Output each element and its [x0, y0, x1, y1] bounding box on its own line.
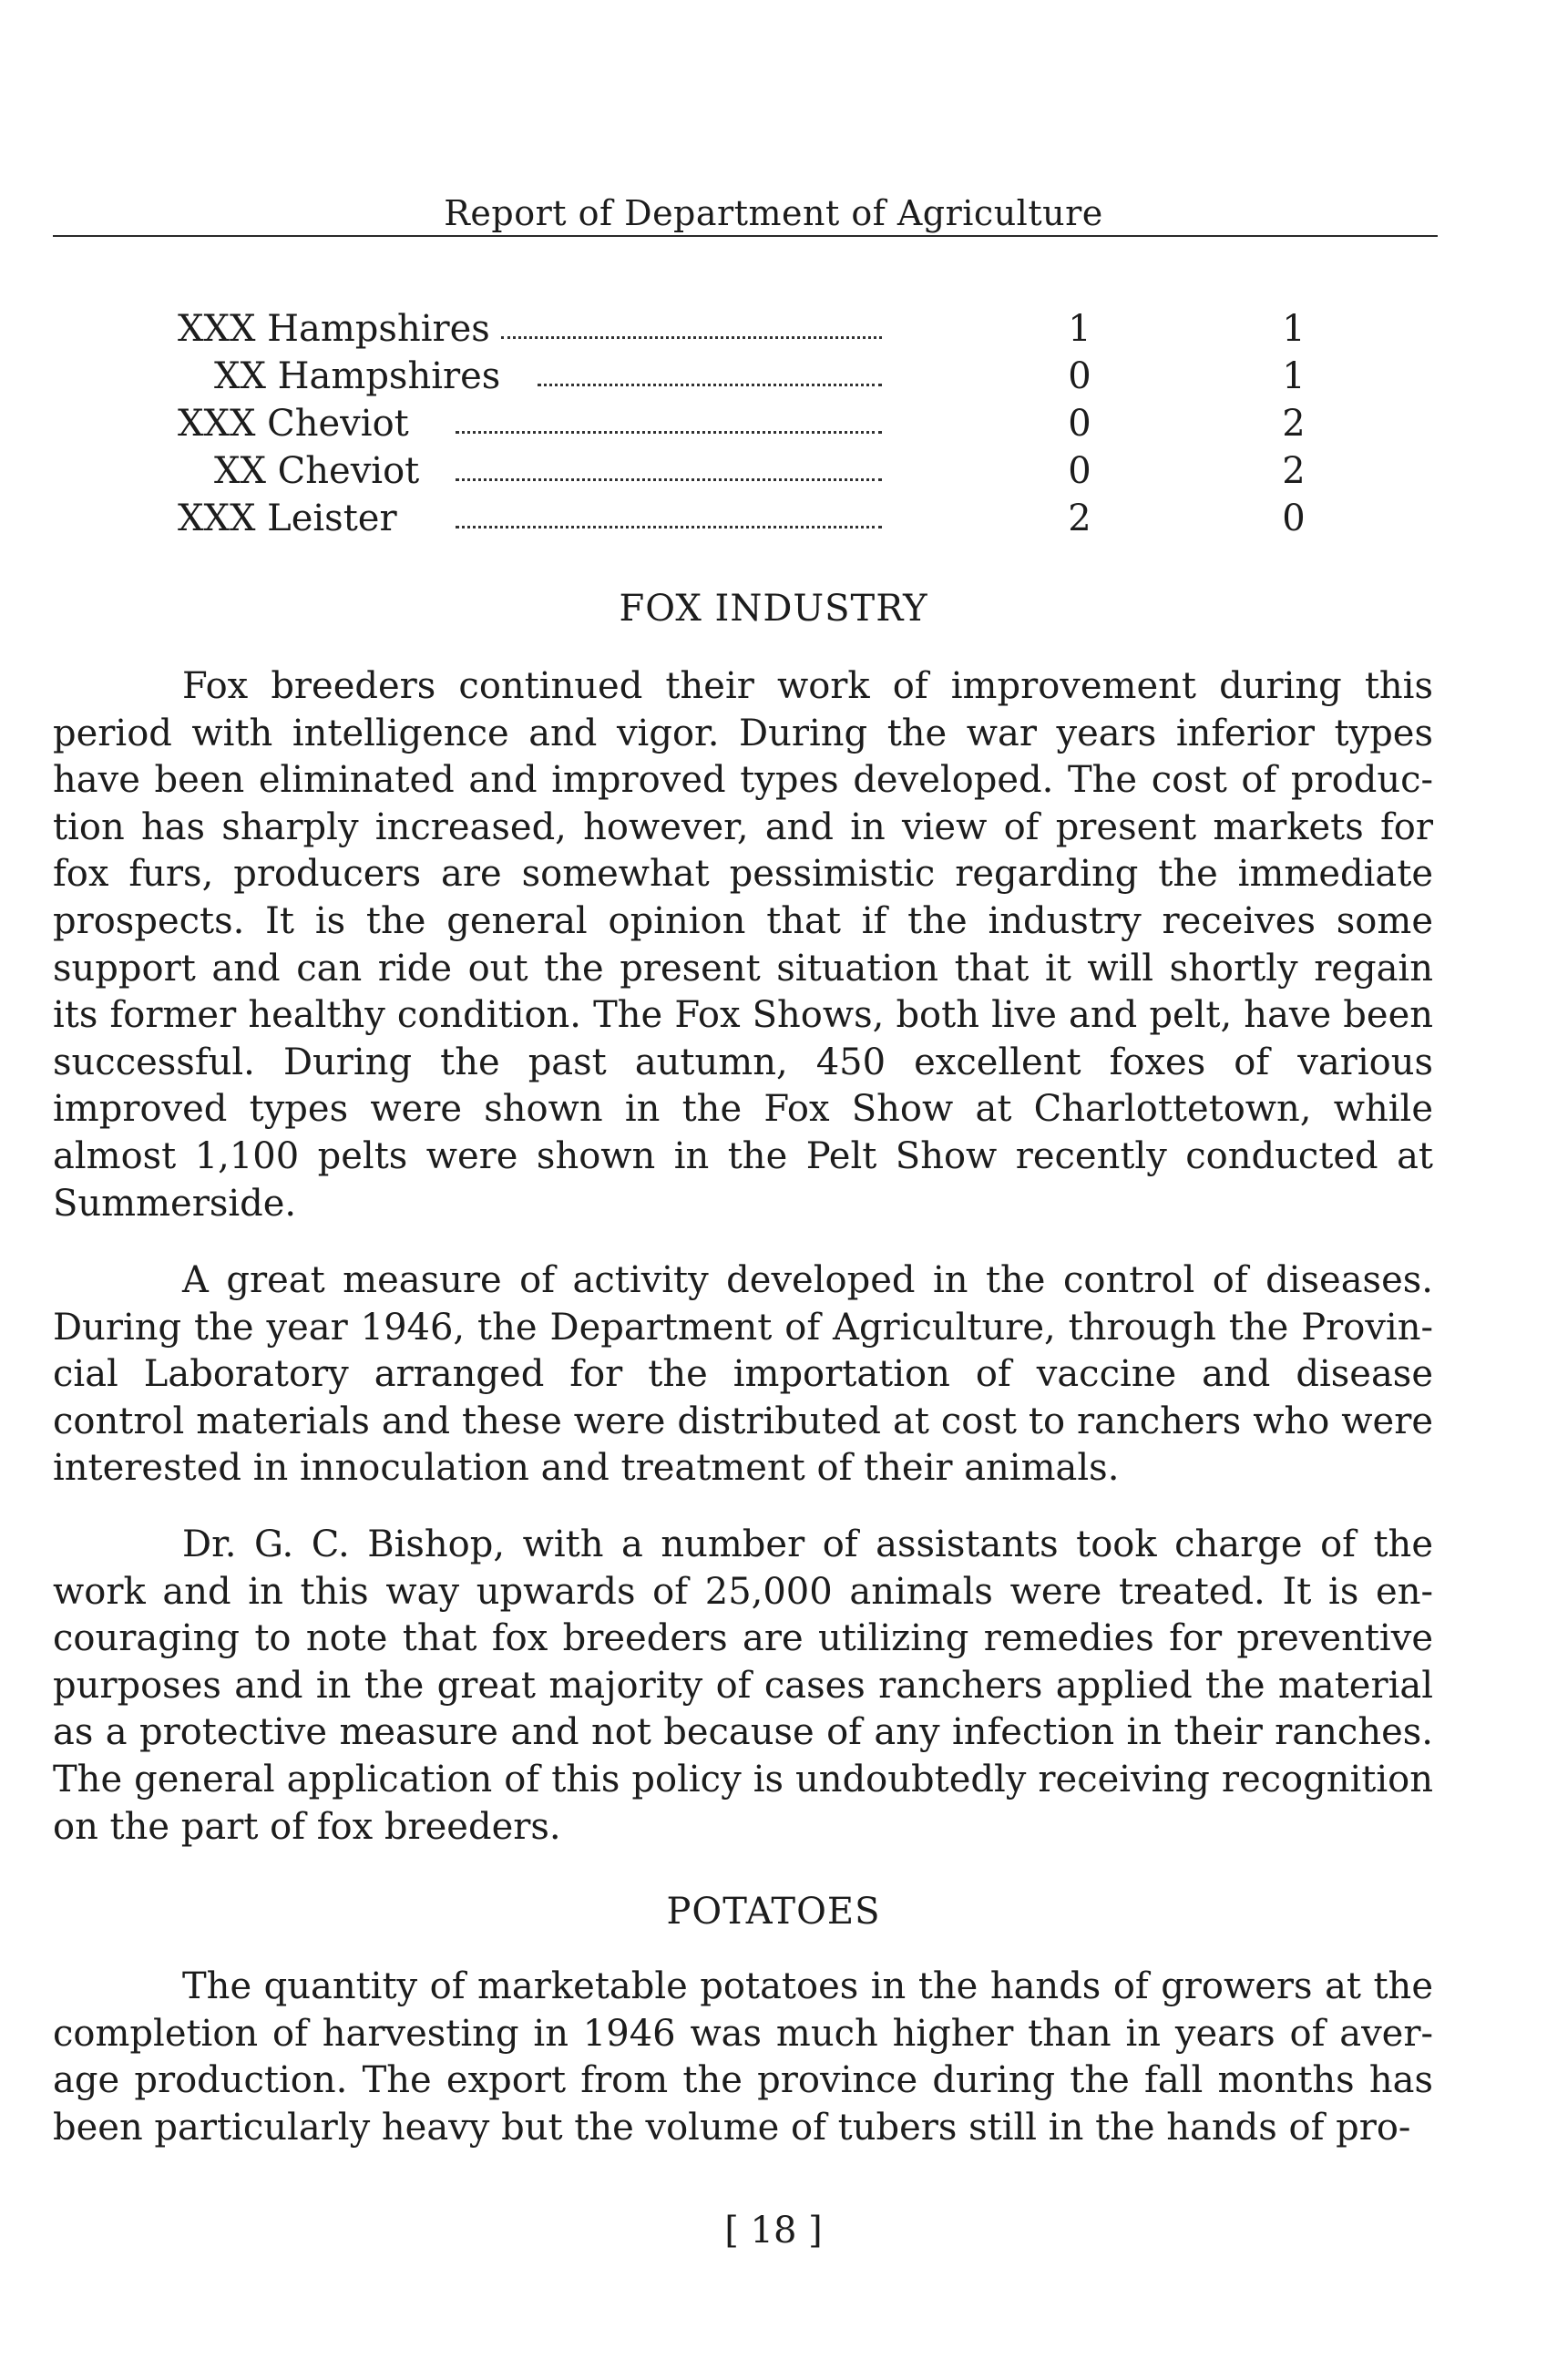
header-rule: [53, 235, 1438, 237]
wool-grade-label: XXX Cheviot: [178, 403, 409, 445]
table-row: [178, 447, 1380, 495]
wool-value-col1: 0: [1068, 355, 1091, 397]
dot-leader: [501, 336, 882, 339]
wool-value-col1: 1: [1068, 308, 1091, 350]
wool-grade-label: XXX Leister: [178, 498, 397, 539]
wool-value-col1: 2: [1068, 498, 1091, 539]
wool-value-col2: 2: [1282, 403, 1306, 445]
dot-leader: [456, 431, 882, 434]
dot-leader: [538, 384, 882, 386]
section-heading-potatoes: POTATOES: [666, 1891, 881, 1933]
wool-value-col1: 0: [1068, 403, 1091, 445]
fox-paragraph-3: Dr. G. C. Bishop, with a number of assistants took charge of the work and in this way upwards of 25,000 animals were treated. It is encouraging to note that fox breeders are utilizing remedies for preventive purposes and in the great majority of cases ranchers applied the material as a protective measure and not because of any infection in their ranches. The general application of this policy is undoubtedly receiving recognition on the part of fox breeders.: [53, 1523, 1433, 1848]
running-title: Report of Department of Agriculture: [444, 193, 1103, 233]
table-row: [178, 400, 1380, 447]
table-row: [178, 305, 1380, 353]
wool-value-col2: 1: [1282, 308, 1306, 350]
wool-grades-table: [178, 305, 1380, 542]
page-number: [ 18 ]: [724, 2210, 823, 2252]
wool-value-col2: 2: [1282, 450, 1306, 492]
section-heading-fox-industry: FOX INDUSTRY: [619, 588, 928, 630]
potatoes-paragraph-1: The quantity of marketable potatoes in the hands of growers at the completion of harvesting in 1946 was much higher than in years of average production. The export from the province during the fall months has been particularly heavy but the volume of tubers still in the hands of pro-: [53, 1965, 1433, 2149]
wool-value-col2: 1: [1282, 355, 1306, 397]
wool-grade-label: XX Hampshires: [214, 355, 501, 397]
wool-value-col2: 0: [1282, 498, 1306, 539]
fox-paragraph-1: Fox breeders continued their work of improvement during this period with intelligence and vigor. During the war years inferior types have been eliminated and improved types developed. The cost of production has sharply increased, however, and in view of present markets for fox furs, producers are somewhat pessimistic regarding the immediate prospects. It is the general opinion that if the industry receives some support and can ride out the present situation that it will shortly regain its former healthy condition. The Fox Shows, both live and pelt, have been successful. During the past autumn, 450 excellent foxes of various improved types were shown in the Fox Show at Charlottetown, while almost 1,100 pelts were shown in the Pelt Show recently conducted at Summerside.: [53, 665, 1433, 1225]
table-row: [178, 353, 1380, 400]
wool-grade-label: XX Cheviot: [214, 450, 420, 492]
table-row: [178, 495, 1380, 542]
dot-leader: [456, 478, 882, 481]
wool-grade-label: XXX Hampshires: [178, 308, 490, 350]
dot-leader: [456, 526, 882, 528]
wool-value-col1: 0: [1068, 450, 1091, 492]
fox-paragraph-2: A great measure of activity developed in the control of diseases. During the year 1946, the Department of Agriculture, through the Provincial Laboratory arranged for the importation of vaccine and disease control materials and these were distributed at cost to ranchers who were interested in innoculation and treatment of their animals.: [53, 1259, 1433, 1490]
